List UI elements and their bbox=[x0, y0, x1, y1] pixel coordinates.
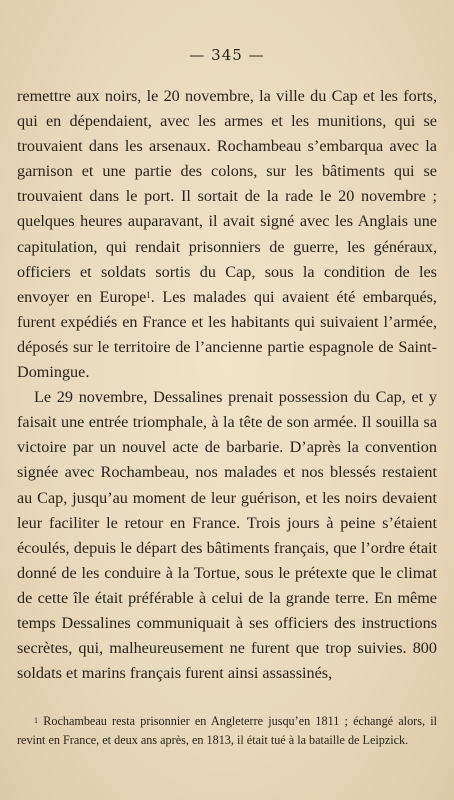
paragraph-2: Le 29 novembre, Dessalines prenait possession du Cap, et y faisait une entrée triomphale, à la tête de son armée. Il souilla sa victoire par un nouvel acte de barbarie. D’après la convention signée avec Rochambeau, nos malades et nos blessés restaient au Cap, jusqu’au moment de leur guérison, et les noirs devaient leur faciliter le retour en France. Trois jours à peine s’étaient écoulés, depuis le départ des bâtiments français, que l’ordre était donné de les conduire à la Tortue, sous le prétexte que le climat de cette île était préférable à celui de la grande terre. En même temps Dessalines communiquait à ses officiers des instructions secrètes, qui, malheureusement ne furent que trop suivies. 800 soldats et marins français furent ainsi assassinés, bbox=[17, 388, 437, 683]
footnote-text: Rochambeau resta prisonnier en Angleterre jusqu’en 1811 ; échangé alors, il revint en France, et deux ans après, en 1813, il était tué à la bataille de Leipzick. bbox=[17, 714, 437, 747]
footnote-mark: 1 bbox=[34, 716, 38, 725]
footnote-paragraph bbox=[17, 712, 437, 750]
main-text bbox=[17, 84, 437, 686]
paragraph-1-text-b: . Les malades qui avaient été embarqués, furent expédiés en France et les habitants qui suivaient l’armée, déposés sur le territoire de l’ancienne partie espagnole de Saint-Domingue. bbox=[17, 287, 437, 382]
footnote-reference: 1 bbox=[146, 289, 151, 300]
footnote bbox=[17, 712, 437, 750]
page-number: — 345 — bbox=[189, 46, 265, 64]
paragraph-1-text-a: remettre aux noirs, le 20 novembre, la ville du Cap et les forts, qui en dépendaient, avec les armes et les munitions, qui se trouvaient dans les arsenaux. Rochambeau s’embarqua avec la garnison et une partie des colons, sur les bâtiments qui se trouvaient dans le port. Il sortait de la rade le 20 novembre ; quelques heures auparavant, il avait signé avec les Anglais une capitulation, qui rendait prisonniers de guerre, les généraux, officiers et soldats sortis du Cap, sous la condition de les envoyer en Europe bbox=[17, 87, 437, 306]
paragraph-1 bbox=[17, 84, 437, 385]
